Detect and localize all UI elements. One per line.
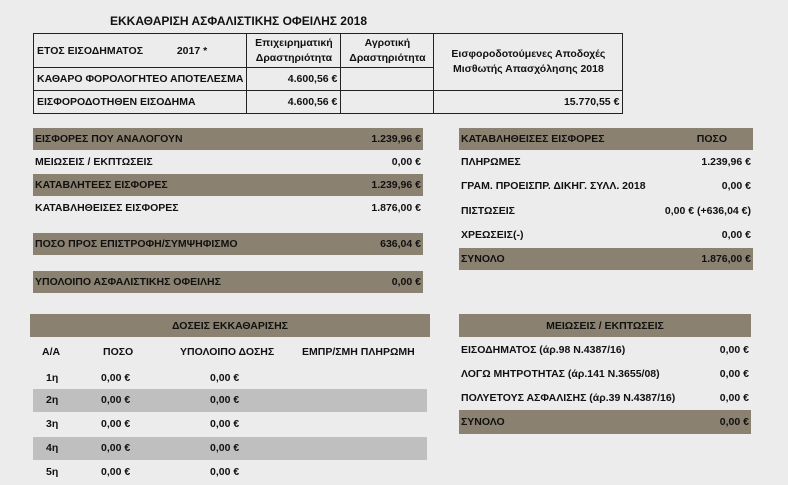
reduction-row (459, 363, 751, 385)
paid-row-label: ΠΛΗΡΩΜΕΣ (461, 156, 521, 168)
paid-row-value: 0,00 € (721, 180, 751, 192)
summary-value: 1.239,96 € (371, 179, 421, 191)
summary-row-contributions-due (33, 128, 423, 150)
income-row-label: ΕΙΣΦΟΡΟΔΟΤΗΘΕΝ ΕΙΣΟΔΗΜΑ (34, 91, 247, 114)
installment-amount: 0,00 € (101, 442, 131, 454)
paid-row-value: 1.239,96 € (701, 156, 751, 168)
income-table-header (34, 34, 623, 68)
summary-label: ΚΑΤΑΒΛΗΘΕΙΣΕΣ ΕΙΣΦΟΡΕΣ (35, 202, 179, 214)
installments-columns (30, 343, 430, 363)
summary-value: 0,00 € (391, 156, 421, 168)
paid-total-label: ΣΥΝΟΛΟ (461, 253, 505, 265)
paid-total-value: 1.876,00 € (701, 253, 751, 265)
income-row-business: 4.600,56 € (247, 68, 341, 91)
paid-row (459, 175, 753, 197)
col-remaining: ΥΠΟΛΟΙΠΟ ΔΟΣΗΣ (180, 346, 275, 358)
paid-row-value: 0,00 € (+636,04 €) (664, 205, 751, 217)
refund-label: ΠΟΣΟ ΠΡΟΣ ΕΠΙΣΤΡΟΦΗ/ΣΥΜΨΗΦΙΣΜΟ (35, 238, 238, 250)
reduction-label: ΕΙΣΟΔΗΜΑΤΟΣ (άρ.98 Ν.4387/16) (461, 344, 626, 356)
paid-row-label: ΠΙΣΤΩΣΕΙΣ (461, 205, 515, 217)
paid-header-label: ΚΑΤΑΒΛΗΘΕΙΣΕΣ ΕΙΣΦΟΡΕΣ (461, 133, 605, 145)
col-no: Α/Α (42, 346, 61, 358)
installment-remaining: 0,00 € (210, 394, 240, 406)
summary-label: ΜΕΙΩΣΕΙΣ / ΕΚΠΤΩΣΕΙΣ (35, 156, 153, 168)
installment-amount: 0,00 € (101, 418, 131, 430)
reduction-row (459, 387, 751, 409)
year-value: 2017 * (176, 44, 208, 57)
reductions-title: ΜΕΙΩΣΕΙΣ / ΕΚΠΤΩΣΕΙΣ (546, 319, 664, 332)
col-salary-line1: Εισφοροδοτούμενες Αποδοχές (451, 48, 606, 60)
installment-amount: 0,00 € (101, 394, 131, 406)
installment-remaining: 0,00 € (210, 466, 240, 478)
page-title: ΕΚΚΑΘΑΡΙΣΗ ΑΣΦΑΛΙΣΤΙΚΗΣ ΟΦΕΙΛΗΣ 2018 (110, 14, 368, 28)
installment-amount: 0,00 € (101, 466, 131, 478)
summary-row-paid (33, 197, 423, 219)
income-row (34, 91, 623, 114)
installment-no: 2η (46, 394, 59, 406)
col-agri-line1: Αγροτική (364, 36, 411, 49)
reductions-total-value: 0,00 € (719, 416, 749, 428)
col-salary-header (434, 34, 623, 91)
year-cell (34, 34, 247, 68)
col-business-line2: Δραστηριότητα (255, 51, 333, 64)
col-agri-header (341, 34, 434, 68)
installment-remaining: 0,00 € (210, 372, 240, 384)
income-row-business: 4.600,56 € (247, 91, 341, 114)
installment-remaining: 0,00 € (210, 418, 240, 430)
income-row-agri (341, 68, 434, 91)
installment-row (33, 437, 427, 460)
reduction-value: 0,00 € (719, 392, 749, 404)
installment-no: 1η (46, 372, 59, 384)
summary-label: ΕΙΣΦΟΡΕΣ ΠΟΥ ΑΝΑΛΟΓΟΥΝ (35, 133, 183, 145)
installment-no: 4η (46, 442, 59, 454)
income-row-salary: 15.770,55 € (434, 91, 623, 114)
col-amount: ΠΟΣΟ (103, 346, 134, 358)
installment-row (33, 367, 427, 390)
paid-row (459, 151, 753, 173)
installment-row (33, 413, 427, 436)
reductions-header (459, 314, 751, 337)
installment-no: 5η (46, 466, 59, 478)
summary-row-balance (33, 271, 423, 293)
reduction-label: ΛΟΓΩ ΜΗΤΡΟΤΗΤΑΣ (άρ.141 Ν.3655/08) (461, 368, 660, 380)
summary-label: ΚΑΤΑΒΛΗΤΕΕΣ ΕΙΣΦΟΡΕΣ (35, 179, 168, 191)
paid-row (459, 200, 753, 222)
reductions-total (459, 410, 751, 434)
reduction-value: 0,00 € (719, 344, 749, 356)
income-table (33, 33, 623, 114)
col-business-header (247, 34, 341, 68)
col-paid-early: ΕΜΠΡ/ΣΜΗ ΠΛΗΡΩΜΗ (302, 346, 415, 358)
col-agri-line2: Δραστηριότητα (349, 51, 426, 64)
installment-remaining: 0,00 € (210, 442, 240, 454)
paid-row-label: ΓΡΑΜ. ΠΡΟΕΙΣΠΡ. ΔΙΚΗΓ. ΣΥΛΛ. 2018 (461, 180, 646, 192)
paid-header (459, 128, 753, 150)
installment-row (33, 461, 427, 484)
summary-row-refund (33, 233, 423, 255)
reduction-label: ΠΟΛΥΕΤΟΥΣ ΑΣΦΑΛΙΣΗΣ (άρ.39 Ν.4387/16) (461, 392, 676, 404)
refund-value: 636,04 € (380, 238, 421, 250)
paid-header-amount: ΠΟΣΟ (696, 133, 727, 145)
col-business-line1: Επιχειρηματική (255, 36, 333, 49)
installment-no: 3η (46, 418, 59, 430)
installment-row (33, 389, 427, 412)
paid-row-value: 0,00 € (721, 229, 751, 241)
year-label: ΕΤΟΣ ΕΙΣΟΔΗΜΑΤΟΣ (37, 44, 143, 57)
summary-row-payable (33, 174, 423, 196)
summary-value: 1.876,00 € (371, 202, 421, 214)
income-row-label: ΚΑΘΑΡΟ ΦΟΡΟΛΟΓΗΤΕΟ ΑΠΟΤΕΛΕΣΜΑ (34, 68, 247, 91)
col-salary-line2: Μισθωτής Απασχόλησης 2018 (452, 63, 604, 75)
paid-row (459, 224, 753, 246)
installments-title: ΔΟΣΕΙΣ ΕΚΚΑΘΑΡΙΣΗΣ (172, 319, 288, 332)
installments-header (30, 314, 430, 337)
income-row-agri (341, 91, 434, 114)
paid-row-label: ΧΡΕΩΣΕΙΣ(-) (461, 229, 524, 241)
paid-total (459, 248, 753, 270)
reduction-value: 0,00 € (719, 368, 749, 380)
balance-value: 0,00 € (391, 276, 421, 288)
balance-label: ΥΠΟΛΟΙΠΟ ΑΣΦΑΛΙΣΤΙΚΗΣ ΟΦΕΙΛΗΣ (35, 276, 221, 288)
summary-value: 1.239,96 € (371, 133, 421, 145)
reductions-total-label: ΣΥΝΟΛΟ (461, 416, 505, 428)
installment-amount: 0,00 € (101, 372, 131, 384)
summary-row-reductions (33, 151, 423, 173)
reduction-row (459, 339, 751, 361)
